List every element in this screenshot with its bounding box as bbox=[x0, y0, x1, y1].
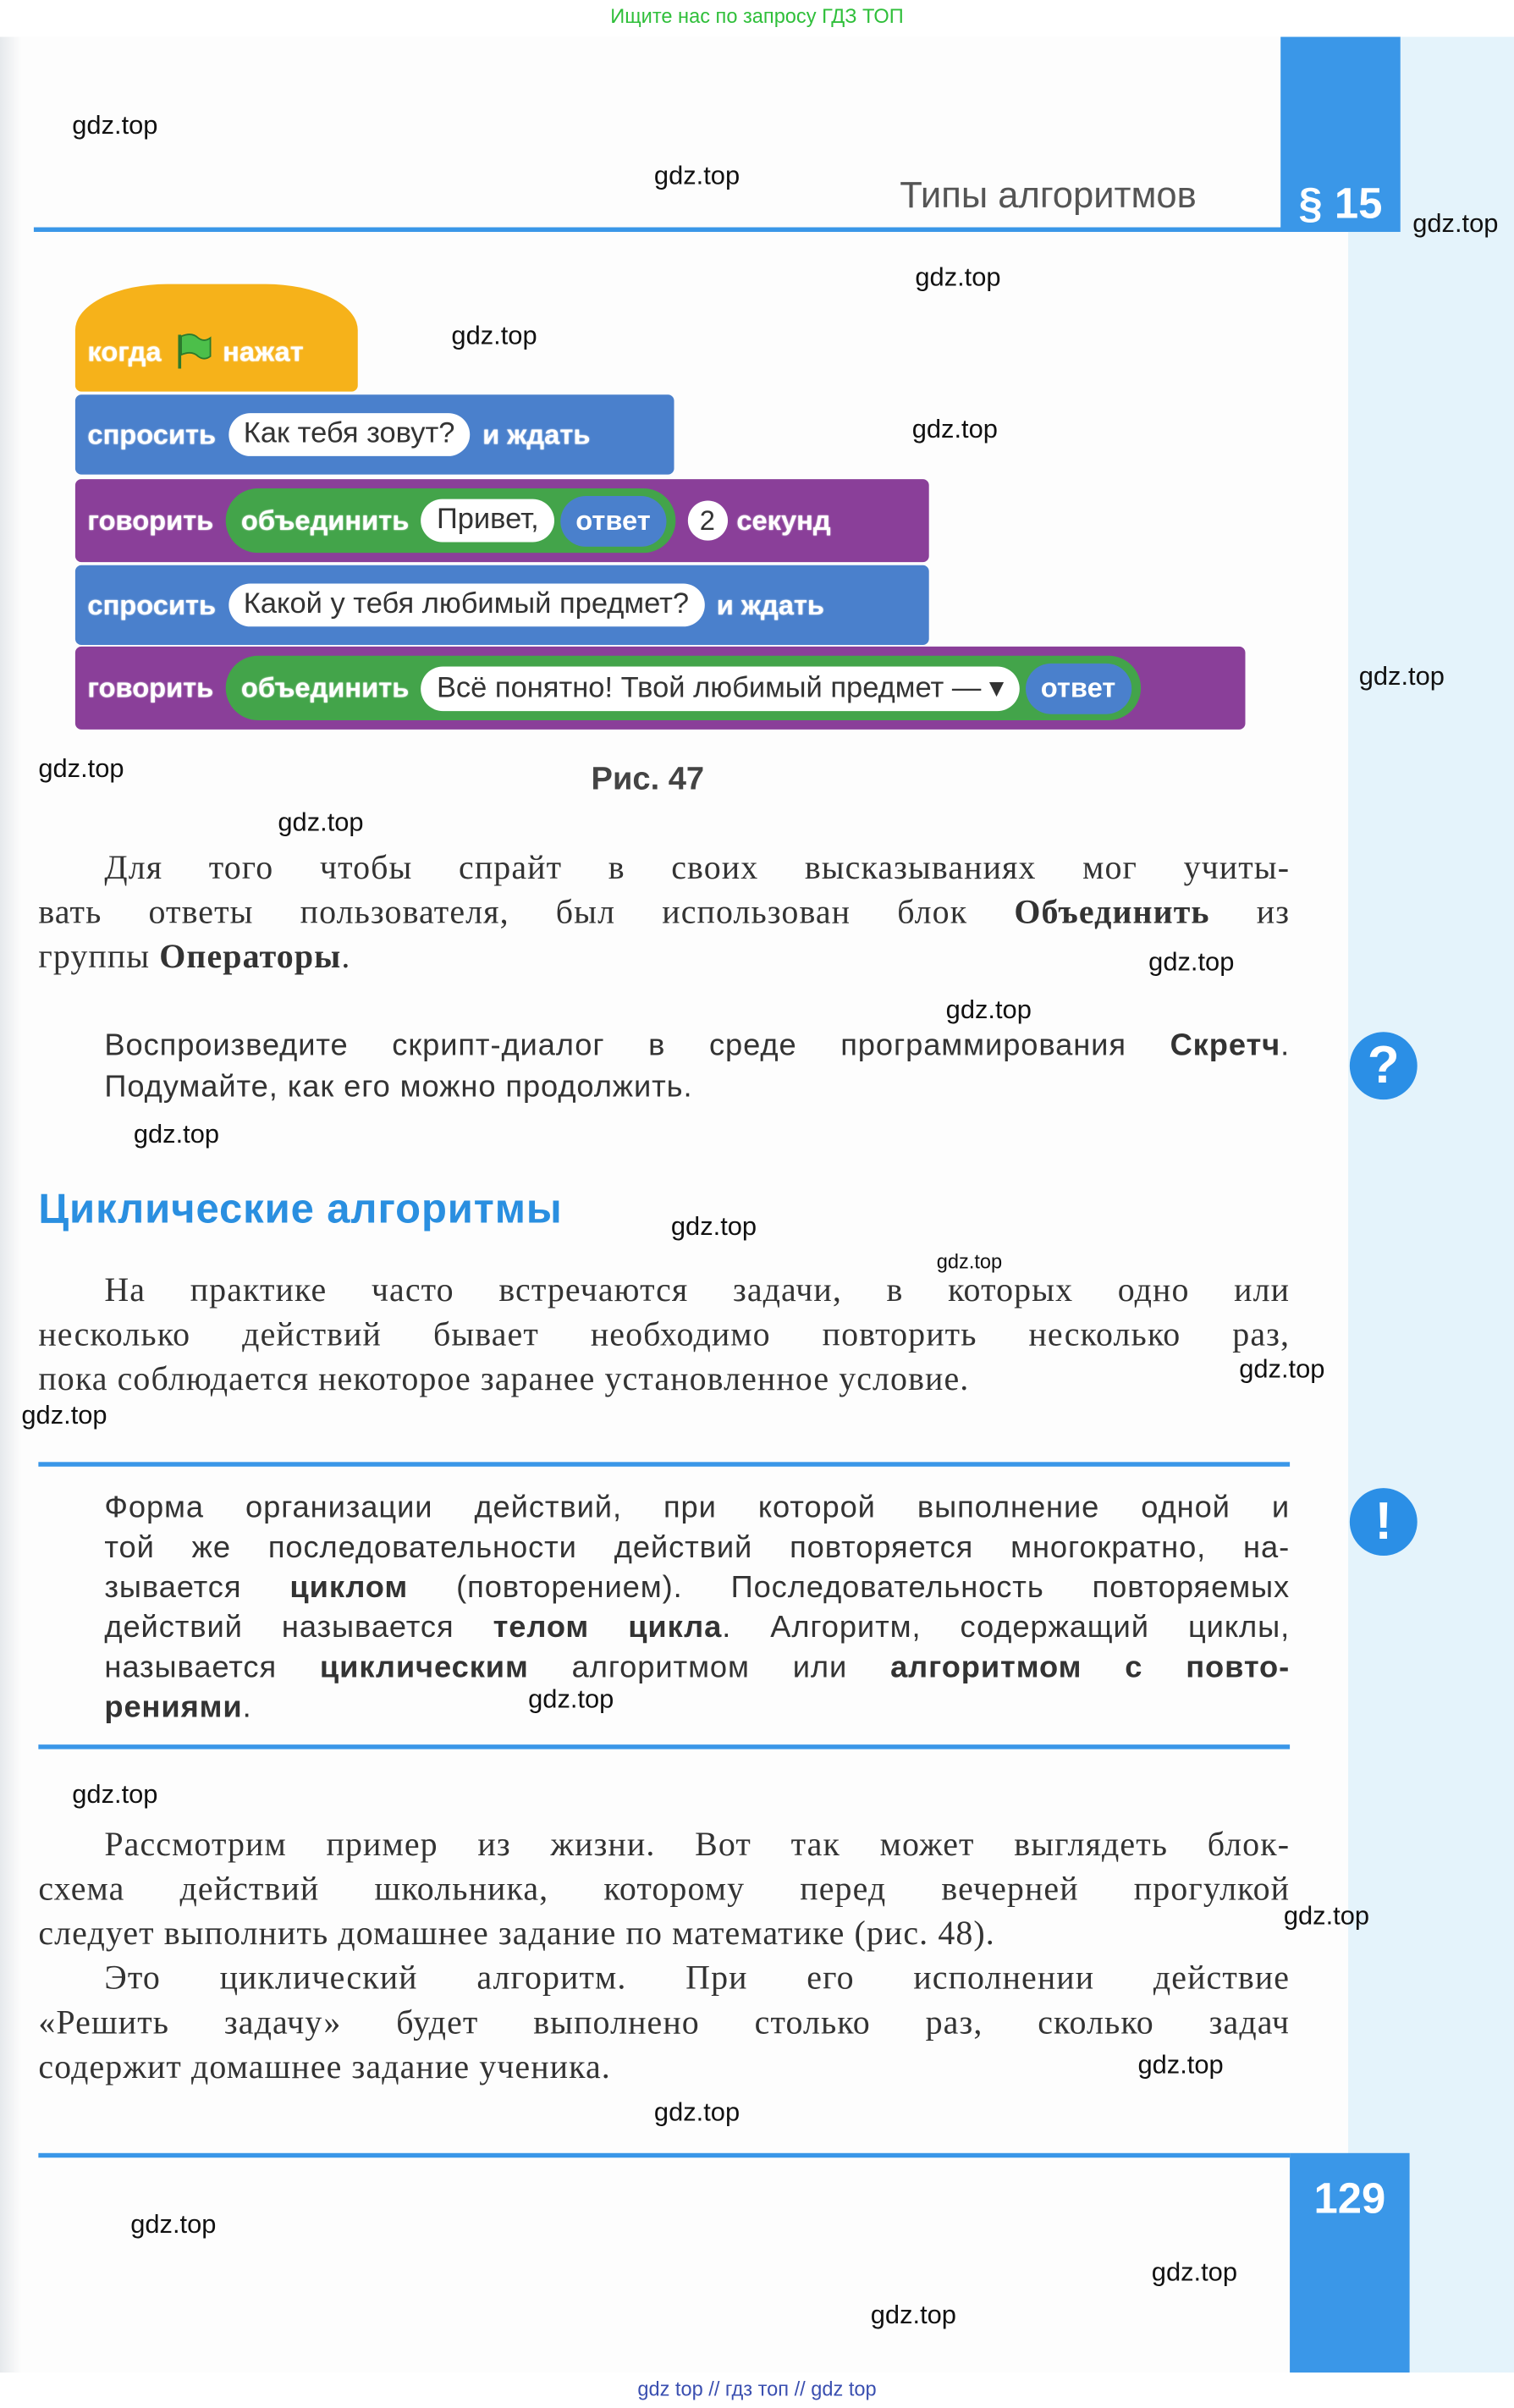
green-flag-icon bbox=[173, 332, 213, 372]
watermark: gdz.top bbox=[133, 1119, 220, 1149]
footer-rule bbox=[38, 2153, 1290, 2157]
watermark: gdz.top bbox=[1151, 2257, 1237, 2287]
watermark: gdz.top bbox=[1239, 1354, 1325, 1384]
answer-reporter: ответ bbox=[560, 495, 666, 546]
dropdown-arrow-icon: ▾ bbox=[981, 671, 1005, 704]
right-margin bbox=[1348, 37, 1514, 2373]
watermark: gdz.top bbox=[653, 2097, 740, 2127]
watermark-small: gdz.top bbox=[936, 1249, 1003, 1274]
answer-reporter: ответ bbox=[1026, 663, 1131, 714]
watermark: gdz.top bbox=[451, 321, 537, 350]
page-number: 129 bbox=[1290, 2153, 1410, 2372]
join-operator: объединить Всё понятно! Твой любимый предмет — ▾ ответ bbox=[226, 656, 1141, 720]
ask-and-wait-block-2: спросить Какой у тебя любимый предмет? и ждать bbox=[75, 565, 929, 645]
para3-line: содержит домашнее задание ученика. bbox=[38, 2047, 611, 2086]
definition-line: рениями. bbox=[104, 1690, 252, 1725]
ask-and-wait-block-1: спросить Как тебя зовут? и ждать bbox=[75, 394, 674, 474]
watermark: gdz.top bbox=[653, 161, 740, 190]
para1-line: вать ответы пользователя, был использован блок Объединить из bbox=[38, 892, 1291, 931]
definition-line: действий называется телом цикла. Алгоритм, содержащий циклы, bbox=[104, 1611, 1291, 1645]
para1-line: группы Операторы. bbox=[38, 936, 351, 976]
watermark: gdz.top bbox=[945, 995, 1032, 1025]
watermark: gdz.top bbox=[870, 2300, 956, 2330]
watermark: gdz.top bbox=[1283, 1901, 1370, 1931]
join-operator: объединить Привет, ответ bbox=[226, 488, 675, 553]
ask-text-input[interactable]: Какой у тебя любимый предмет? bbox=[228, 583, 705, 626]
watermark: gdz.top bbox=[1137, 2050, 1224, 2080]
watermark: gdz.top bbox=[72, 110, 158, 141]
para3-line: следует выполнить домашнее задание по математике (рис. 48). bbox=[38, 1913, 995, 1953]
para2-line: пока соблюдается некоторое заранее установленное условие. bbox=[38, 1358, 970, 1398]
para1-line: Для того чтобы спрайт в своих высказываниях мог учиты- bbox=[104, 847, 1291, 886]
para3-line: «Решить задачу» будет выполнено столько раз, сколько задач bbox=[38, 2002, 1291, 2042]
definition-line: зывается циклом (повторением). Последовательность повторяемых bbox=[104, 1571, 1291, 1606]
watermark: gdz.top bbox=[1148, 947, 1235, 977]
seconds-input[interactable]: 2 bbox=[687, 500, 727, 540]
watermark: gdz.top bbox=[911, 414, 998, 444]
para3-line: Рассмотрим пример из жизни. Вот так может выглядеть блок- bbox=[104, 1824, 1291, 1863]
watermark: gdz.top bbox=[528, 1684, 614, 1714]
watermark: gdz.top bbox=[72, 1779, 158, 1810]
ask-text-input[interactable]: Как тебя зовут? bbox=[228, 413, 471, 456]
watermark: gdz.top bbox=[21, 1400, 107, 1430]
para3-line: схема действий школьника, которому перед вечерней прогулкой bbox=[38, 1869, 1291, 1908]
say-for-secs-block-1: говорить объединить Привет, ответ 2 секунд bbox=[75, 479, 929, 562]
definition-line: называется циклическим алгоритмом или алгоритмом с повто- bbox=[104, 1650, 1291, 1685]
definition-line: Форма организации действий, при которой выполнение одной и bbox=[104, 1491, 1291, 1525]
watermark: gdz.top bbox=[278, 807, 364, 837]
question-line: Подумайте, как его можно продолжить. bbox=[104, 1070, 693, 1105]
header-rule bbox=[34, 228, 1348, 232]
definition-bottom-rule bbox=[38, 1744, 1290, 1749]
figure-caption: Рис. 47 bbox=[591, 761, 705, 797]
para3-line: Это циклический алгоритм. При его исполнении действие bbox=[104, 1958, 1291, 1997]
join-text-dropdown[interactable]: Всё понятно! Твой любимый предмет — ▾ bbox=[421, 666, 1020, 711]
watermark: gdz.top bbox=[38, 753, 124, 784]
join-text-input[interactable]: Привет, bbox=[421, 499, 554, 543]
watermark: gdz.top bbox=[1358, 662, 1445, 692]
section-tab: § 15 bbox=[1280, 37, 1401, 232]
para2-line: несколько действий бывает необходимо повторить несколько раз, bbox=[38, 1314, 1291, 1353]
definition-top-rule bbox=[38, 1462, 1290, 1466]
when-flag-clicked-block: когда нажат bbox=[75, 284, 358, 392]
para2-line: На практике часто встречаются задачи, в которых одно или bbox=[104, 1270, 1291, 1309]
exclamation-icon: ! bbox=[1350, 1488, 1418, 1556]
chapter-title: Типы алгоритмов bbox=[900, 174, 1197, 217]
definition-line: той же последовательности действий повторяется многократно, на- bbox=[104, 1530, 1291, 1565]
top-banner[interactable]: Ищите нас по запросу ГДЗ ТОП bbox=[0, 0, 1514, 37]
watermark: gdz.top bbox=[130, 2209, 217, 2240]
question-line: Воспроизведите скрипт-диалог в среде программирования Скретч. bbox=[104, 1028, 1291, 1063]
watermark: gdz.top bbox=[1412, 208, 1499, 239]
watermark: gdz.top bbox=[670, 1211, 757, 1242]
page-edge-shadow bbox=[0, 37, 21, 2373]
watermark: gdz.top bbox=[915, 262, 1001, 292]
say-block-2: говорить объединить Всё понятно! Твой любимый предмет — ▾ ответ bbox=[75, 647, 1246, 730]
bottom-banner[interactable]: gdz top // гдз топ // gdz top bbox=[0, 2372, 1514, 2408]
question-mark-icon: ? bbox=[1350, 1032, 1418, 1099]
section-heading: Циклические алгоритмы bbox=[38, 1185, 563, 1232]
